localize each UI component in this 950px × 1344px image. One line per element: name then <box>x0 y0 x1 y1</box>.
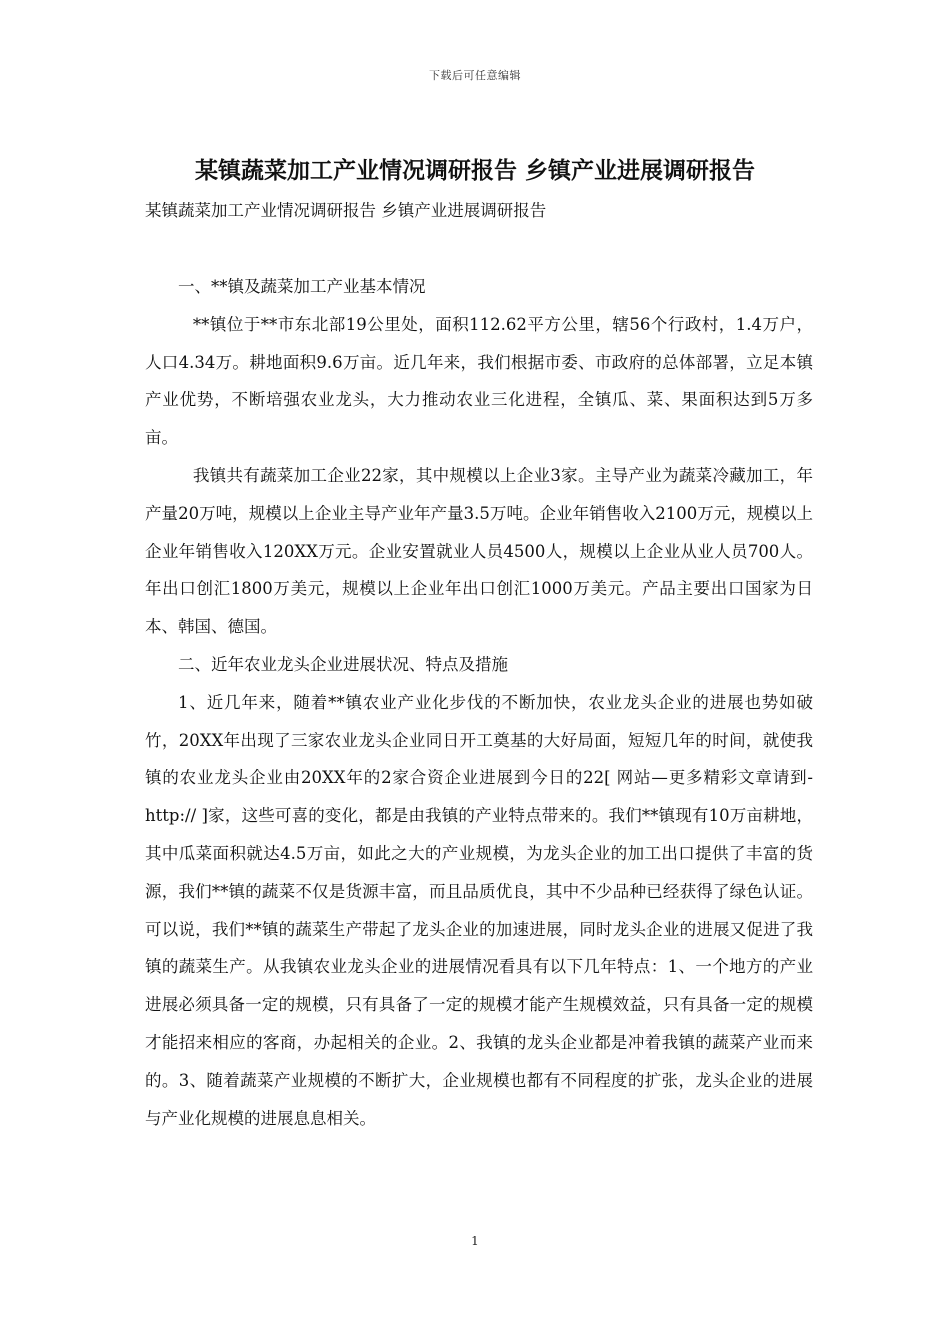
page-number: 1 <box>471 1234 479 1248</box>
body-paragraph: 我镇共有蔬菜加工企业22家，其中规模以上企业3家。主导产业为蔬菜冷藏加工，年产量20万吨，规模以上企业主导产业年产量3.5万吨。企业年销售收入2100万元，规模以上企业年销售收入120XX万元。企业安置就业人员4500人，规模以上企业从业人员700人。年出口创汇1800万美元，规模以上企业年出口创汇1000万美元。产品主要出口国家为日本、韩国、德国。 <box>145 465 813 637</box>
document-body <box>145 268 813 1137</box>
section-heading-1: 一、**镇及蔬菜加工产业基本情况 <box>178 277 426 296</box>
body-paragraph: **镇位于**市东北部19公里处，面积112.62平方公里，辖56个行政村，1.4万户，人口4.34万。耕地面积9.6万亩。近几年来，我们根据市委、市政府的总体部署，立足本镇产业优势，不断培强农业龙头，大力推动农业三化进程，全镇瓜、菜、果面积达到5万多亩。 <box>145 314 813 448</box>
body-paragraph: 1、近几年来，随着**镇农业产业化步伐的不断加快，农业龙头企业的进展也势如破竹，20XX年出现了三家农业龙头企业同日开工奠基的大好局面，短短几年的时间，就使我镇的农业龙头企业由20XX年的2家合资企业进展到今日的22[ 网站—更多精彩文章请到-http:// ]家，这些可喜的变化，都是由我镇的产业特点带来的。我们**镇现有10万亩耕地，其中瓜菜面积就达4.5万亩，如此之大的产业规模，为龙头企业的加工出口提供了丰富的货源，我们**镇的蔬菜不仅是货源丰富，而且品质优良，其中不少品种已经获得了绿色认证。可以说，我们**镇的蔬菜生产带起了龙头企业的加速进展，同时龙头企业的进展又促进了我镇的蔬菜生产。从我镇农业龙头企业的进展情况看具有以下几年特点：1、一个地方的产业进展必须具备一定的规模，只有具备了一定的规模才能产生规模效益，只有具备一定的规模才能招来相应的客商，办起相关的企业。2、我镇的龙头企业都是冲着我镇的蔬菜产业而来的。3、随着蔬菜产业规模的不断扩大，企业规模也都有不同程度的扩张，龙头企业的进展与产业化规模的进展息息相关。 <box>145 692 813 1128</box>
document-title: 某镇蔬菜加工产业情况调研报告 乡镇产业进展调研报告 <box>194 157 755 184</box>
document-subtitle: 某镇蔬菜加工产业情况调研报告 乡镇产业进展调研报告 <box>145 201 547 220</box>
section-heading-2: 二、近年农业龙头企业进展状况、特点及措施 <box>178 654 508 674</box>
header-note: 下载后可任意编辑 <box>429 69 521 82</box>
